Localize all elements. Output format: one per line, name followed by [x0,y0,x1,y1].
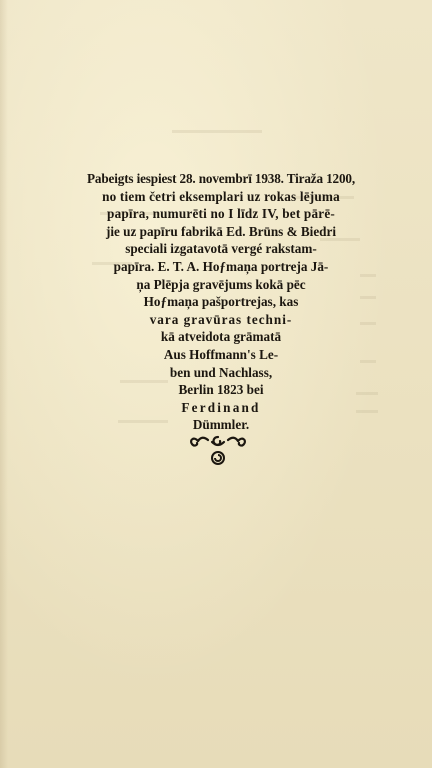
colophon-line: kā atveidota grāmatā [160,329,282,345]
colophon-line: Aus Hoffmann's Le- [163,346,279,362]
printer-ornament [188,432,248,466]
colophon-line: vara gravūras techni- [149,311,293,327]
triple-scroll-ornament-icon [191,437,245,446]
page-edge-shadow [0,0,8,768]
colophon-line: no tiem četri eksemplari uz rokas lējuma [102,188,340,204]
colophon-line: Hoƒmaņa pašportrejas, kas [143,294,299,310]
colophon-line: speciali izgatavotā vergé rakstam- [125,241,317,257]
colophon-line: Dümmler. [192,417,250,433]
colophon-line: papīra. E. T. A. Hoƒmaņa portreja Jā- [113,258,329,274]
colophon-line: Berlin 1823 bei [178,382,264,398]
colophon-line: ben und Nachlass, [169,364,273,380]
colophon-line: jie uz papīru fabrikā Ed. Brūns & Biedri [105,223,337,239]
colophon-line: Pabeigts iespiest 28. novembrī 1938. Tiraža 1200, [87,171,355,186]
colophon-text [62,170,380,434]
colophon-line: Ferdinand [181,399,261,415]
colophon-line: ņa Plēpja gravējums kokā pēc [136,276,306,292]
colophon-line: papīra, numurēti no I līdz IV, bet pārē- [107,206,335,222]
spiral-ornament-icon [212,452,224,464]
